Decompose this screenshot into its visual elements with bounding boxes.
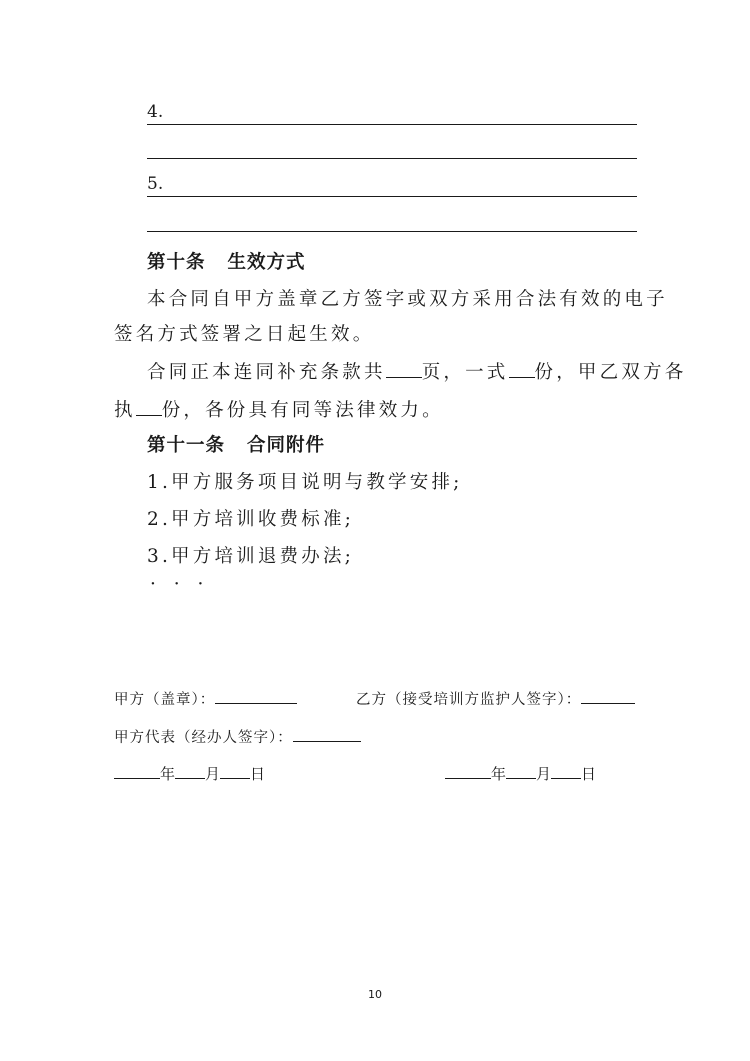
each-holds-blank	[136, 397, 162, 416]
party-a-seal-label: 甲方（盖章）：	[114, 692, 216, 708]
article-10-para2-line2	[114, 396, 444, 422]
day-blank	[220, 764, 250, 779]
party-b-sign-blank	[581, 689, 635, 704]
party-b-sign-label: 乙方（接受培训方监护人签字）：	[356, 692, 582, 708]
item-5-line	[147, 168, 637, 197]
article-10-title: 生效方式	[227, 252, 306, 273]
article-10-para1-line1: 本合同自甲方盖章乙方签字或双方采用合法有效的电子	[147, 289, 668, 310]
article-11-number: 第十一条	[147, 435, 226, 456]
copies-blank	[509, 359, 535, 378]
item-4-line	[147, 96, 637, 125]
article-10-para1-line2: 签名方式签署之日起生效。	[114, 324, 375, 345]
para2-text-c: 份，甲乙双方各	[534, 362, 687, 383]
year-label: 年	[160, 765, 176, 783]
party-a-rep-row	[114, 726, 361, 747]
party-a-seal-blank	[215, 689, 297, 704]
year-blank	[445, 764, 491, 779]
para2-text-d: 执	[114, 400, 136, 421]
article-10-heading	[147, 248, 306, 274]
year-blank	[114, 764, 160, 779]
para2-text-b: 页，一式	[421, 362, 509, 383]
party-b-sign-row	[356, 688, 635, 709]
item-4-continuation-line	[147, 158, 637, 159]
year-label: 年	[491, 765, 507, 783]
day-label: 日	[250, 765, 266, 783]
attachment-item: 1.甲方服务项目说明与教学安排;	[147, 472, 463, 493]
party-a-date	[114, 763, 265, 784]
party-a-seal-row	[114, 688, 297, 709]
party-a-rep-label: 甲方代表（经办人签字）：	[114, 730, 293, 746]
month-label: 月	[536, 765, 552, 783]
item-4-number: 4.	[147, 102, 164, 122]
party-b-date	[445, 763, 596, 784]
day-label: 日	[581, 765, 597, 783]
party-a-rep-blank	[293, 727, 361, 742]
attachment-ellipsis: · · ·	[150, 574, 210, 595]
attachment-item: 3.甲方培训退费办法;	[147, 546, 355, 567]
day-blank	[551, 764, 581, 779]
month-blank	[175, 764, 205, 779]
article-10-number: 第十条	[147, 252, 206, 273]
article-11-title: 合同附件	[247, 435, 326, 456]
item-5-number: 5.	[147, 174, 164, 194]
page-number: 10	[368, 988, 382, 1001]
month-label: 月	[205, 765, 221, 783]
para2-text-a: 合同正本连同补充条款共	[147, 362, 386, 383]
attachment-item: 2.甲方培训收费标准;	[147, 509, 355, 530]
page-count-blank	[386, 359, 422, 378]
article-11-heading	[147, 431, 325, 457]
month-blank	[506, 764, 536, 779]
article-10-para2-line1	[147, 358, 686, 384]
para2-text-e: 份，各份具有同等法律效力。	[161, 400, 444, 421]
item-5-continuation-line	[147, 231, 637, 232]
